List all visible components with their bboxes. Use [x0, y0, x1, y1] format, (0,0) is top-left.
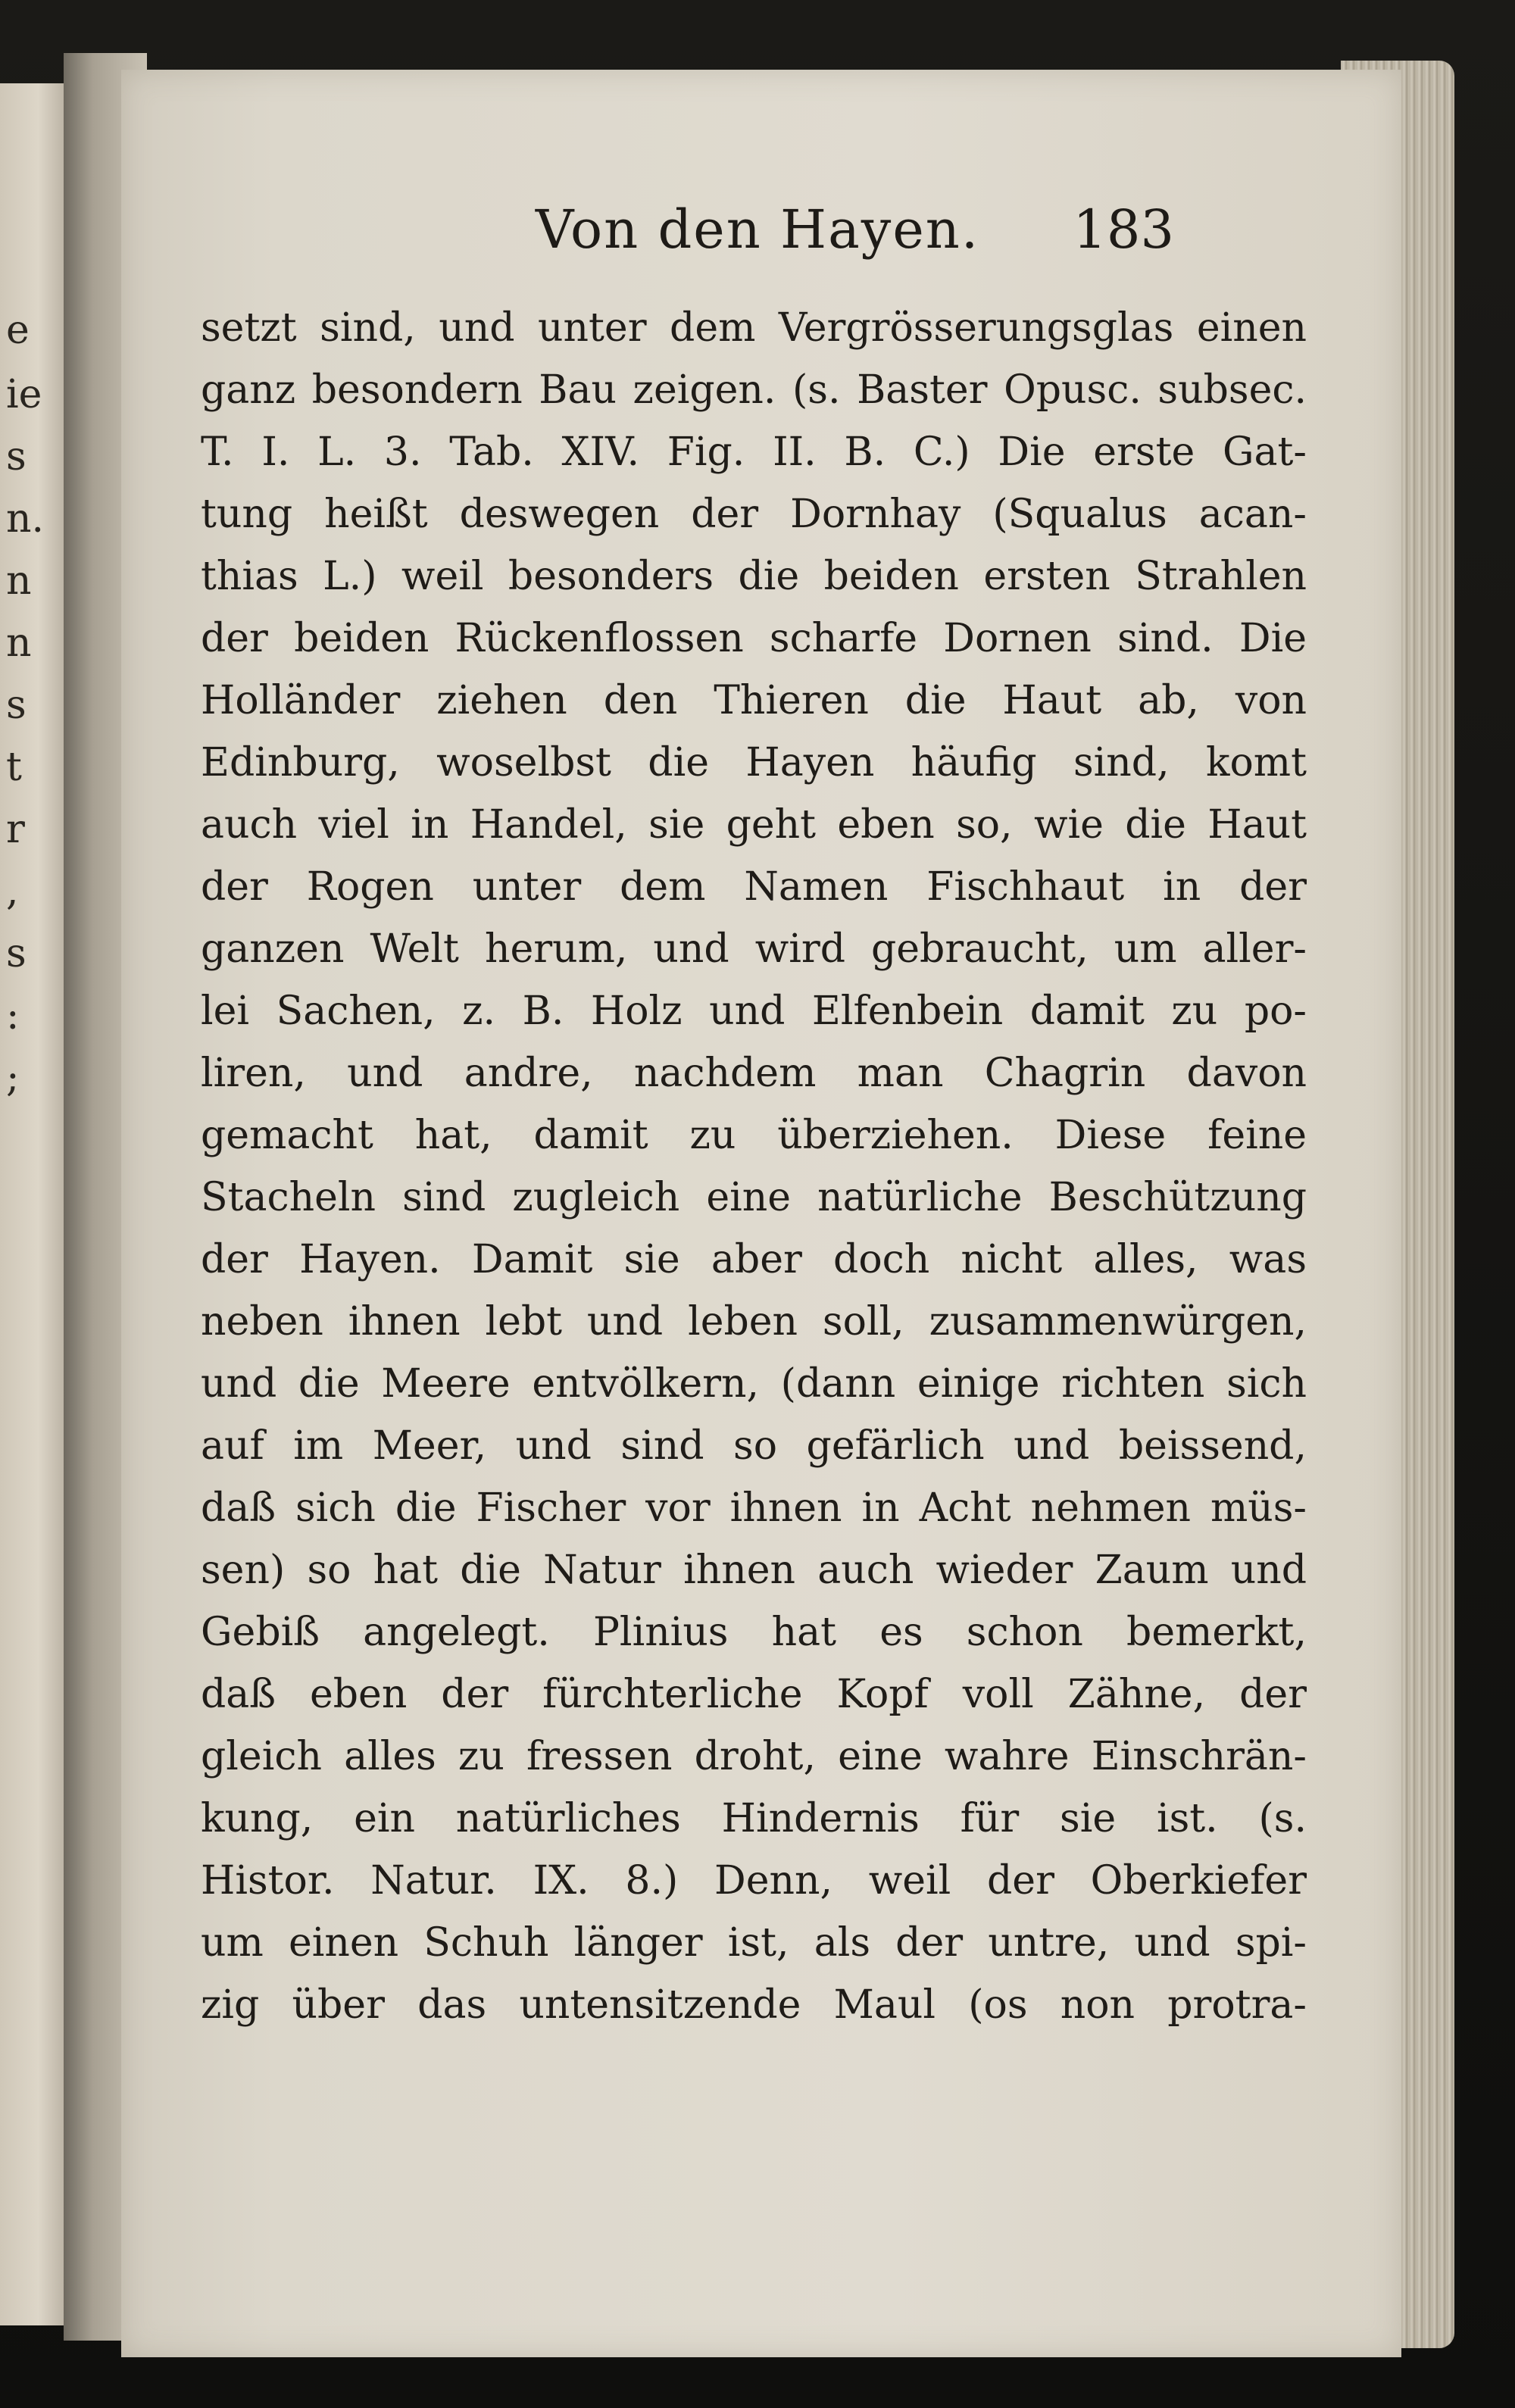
text-line: sen) so hat die Natur ihnen auch wieder Zaum und	[201, 1548, 1307, 1593]
previous-page-edge	[0, 83, 68, 2325]
text-line: um einen Schuh länger ist, als der untre, und spi-	[201, 1920, 1307, 1966]
left-fragment: t	[6, 745, 22, 790]
text-line: lei Sachen, z. B. Holz und Elfenbein damit zu po-	[201, 988, 1307, 1034]
text-line: der Hayen. Damit sie aber doch nicht alles, was	[201, 1237, 1307, 1282]
text-line: liren, und andre, nachdem man Chagrin davon	[201, 1051, 1307, 1096]
text-line: der beiden Rückenflossen scharfe Dornen sind. Die	[201, 616, 1307, 661]
text-line: T. I. L. 3. Tab. XIV. Fig. II. B. C.) Die erste Gat-	[201, 429, 1307, 475]
text-line: auf im Meer, und sind so gefärlich und beissend,	[201, 1423, 1307, 1469]
left-fragment: ie	[6, 372, 42, 417]
text-line: der Rogen unter dem Namen Fischhaut in der	[201, 864, 1307, 910]
text-line: Stacheln sind zugleich eine natürliche Beschützung	[201, 1175, 1307, 1220]
text-line: auch viel in Handel, sie geht eben so, wie die Haut	[201, 802, 1307, 848]
left-fragment: s	[6, 434, 27, 479]
page-number: 183	[1073, 198, 1174, 261]
text-line: ganzen Welt herum, und wird gebraucht, um aller-	[201, 926, 1307, 972]
text-line: daß sich die Fischer vor ihnen in Acht nehmen müs-	[201, 1485, 1307, 1531]
text-line: gemacht hat, damit zu überziehen. Diese feine	[201, 1113, 1307, 1158]
running-head: Von den Hayen.	[535, 198, 980, 261]
text-line: kung, ein natürliches Hindernis für sie ist. (s.	[201, 1796, 1307, 1841]
left-fragment: s	[6, 931, 27, 976]
text-line: gleich alles zu fressen droht, eine wahre Einschrän-	[201, 1734, 1307, 1779]
text-line: ganz besondern Bau zeigen. (s. Baster Opusc. subsec.	[201, 367, 1307, 413]
book-page	[121, 70, 1401, 2357]
text-line: setzt sind, und unter dem Vergrösserungsglas einen	[201, 305, 1307, 351]
page-header	[121, 198, 1401, 289]
text-line: Gebiß angelegt. Plinius hat es schon bemerkt,	[201, 1610, 1307, 1655]
left-fragment: :	[6, 993, 20, 1038]
left-fragment: r	[6, 807, 25, 852]
text-line: zig über das untensitzende Maul (os non protra-	[201, 1982, 1307, 2028]
text-line: Histor. Natur. IX. 8.) Denn, weil der Oberkiefer	[201, 1858, 1307, 1904]
text-line: und die Meere entvölkern, (dann einige richten sich	[201, 1361, 1307, 1407]
text-line: neben ihnen lebt und leben soll, zusammenwürgen,	[201, 1299, 1307, 1345]
left-fragment: n	[6, 558, 32, 604]
left-fragment: ;	[6, 1055, 20, 1101]
text-line: Holländer ziehen den Thieren die Haut ab, von	[201, 678, 1307, 723]
left-fragment: s	[6, 682, 27, 728]
text-line: daß eben der fürchterliche Kopf voll Zähne, der	[201, 1672, 1307, 1717]
left-fragment: n	[6, 620, 32, 666]
text-line: tung heißt deswegen der Dornhay (Squalus acan-	[201, 492, 1307, 537]
left-fragment: e	[6, 308, 30, 353]
body-text	[201, 297, 1307, 2036]
left-fragment: n.	[6, 496, 45, 542]
left-fragment: ,	[6, 869, 19, 914]
text-line: thias L.) weil besonders die beiden ersten Strahlen	[201, 554, 1307, 599]
text-line: Edinburg, woselbst die Hayen häufig sind, komt	[201, 740, 1307, 785]
